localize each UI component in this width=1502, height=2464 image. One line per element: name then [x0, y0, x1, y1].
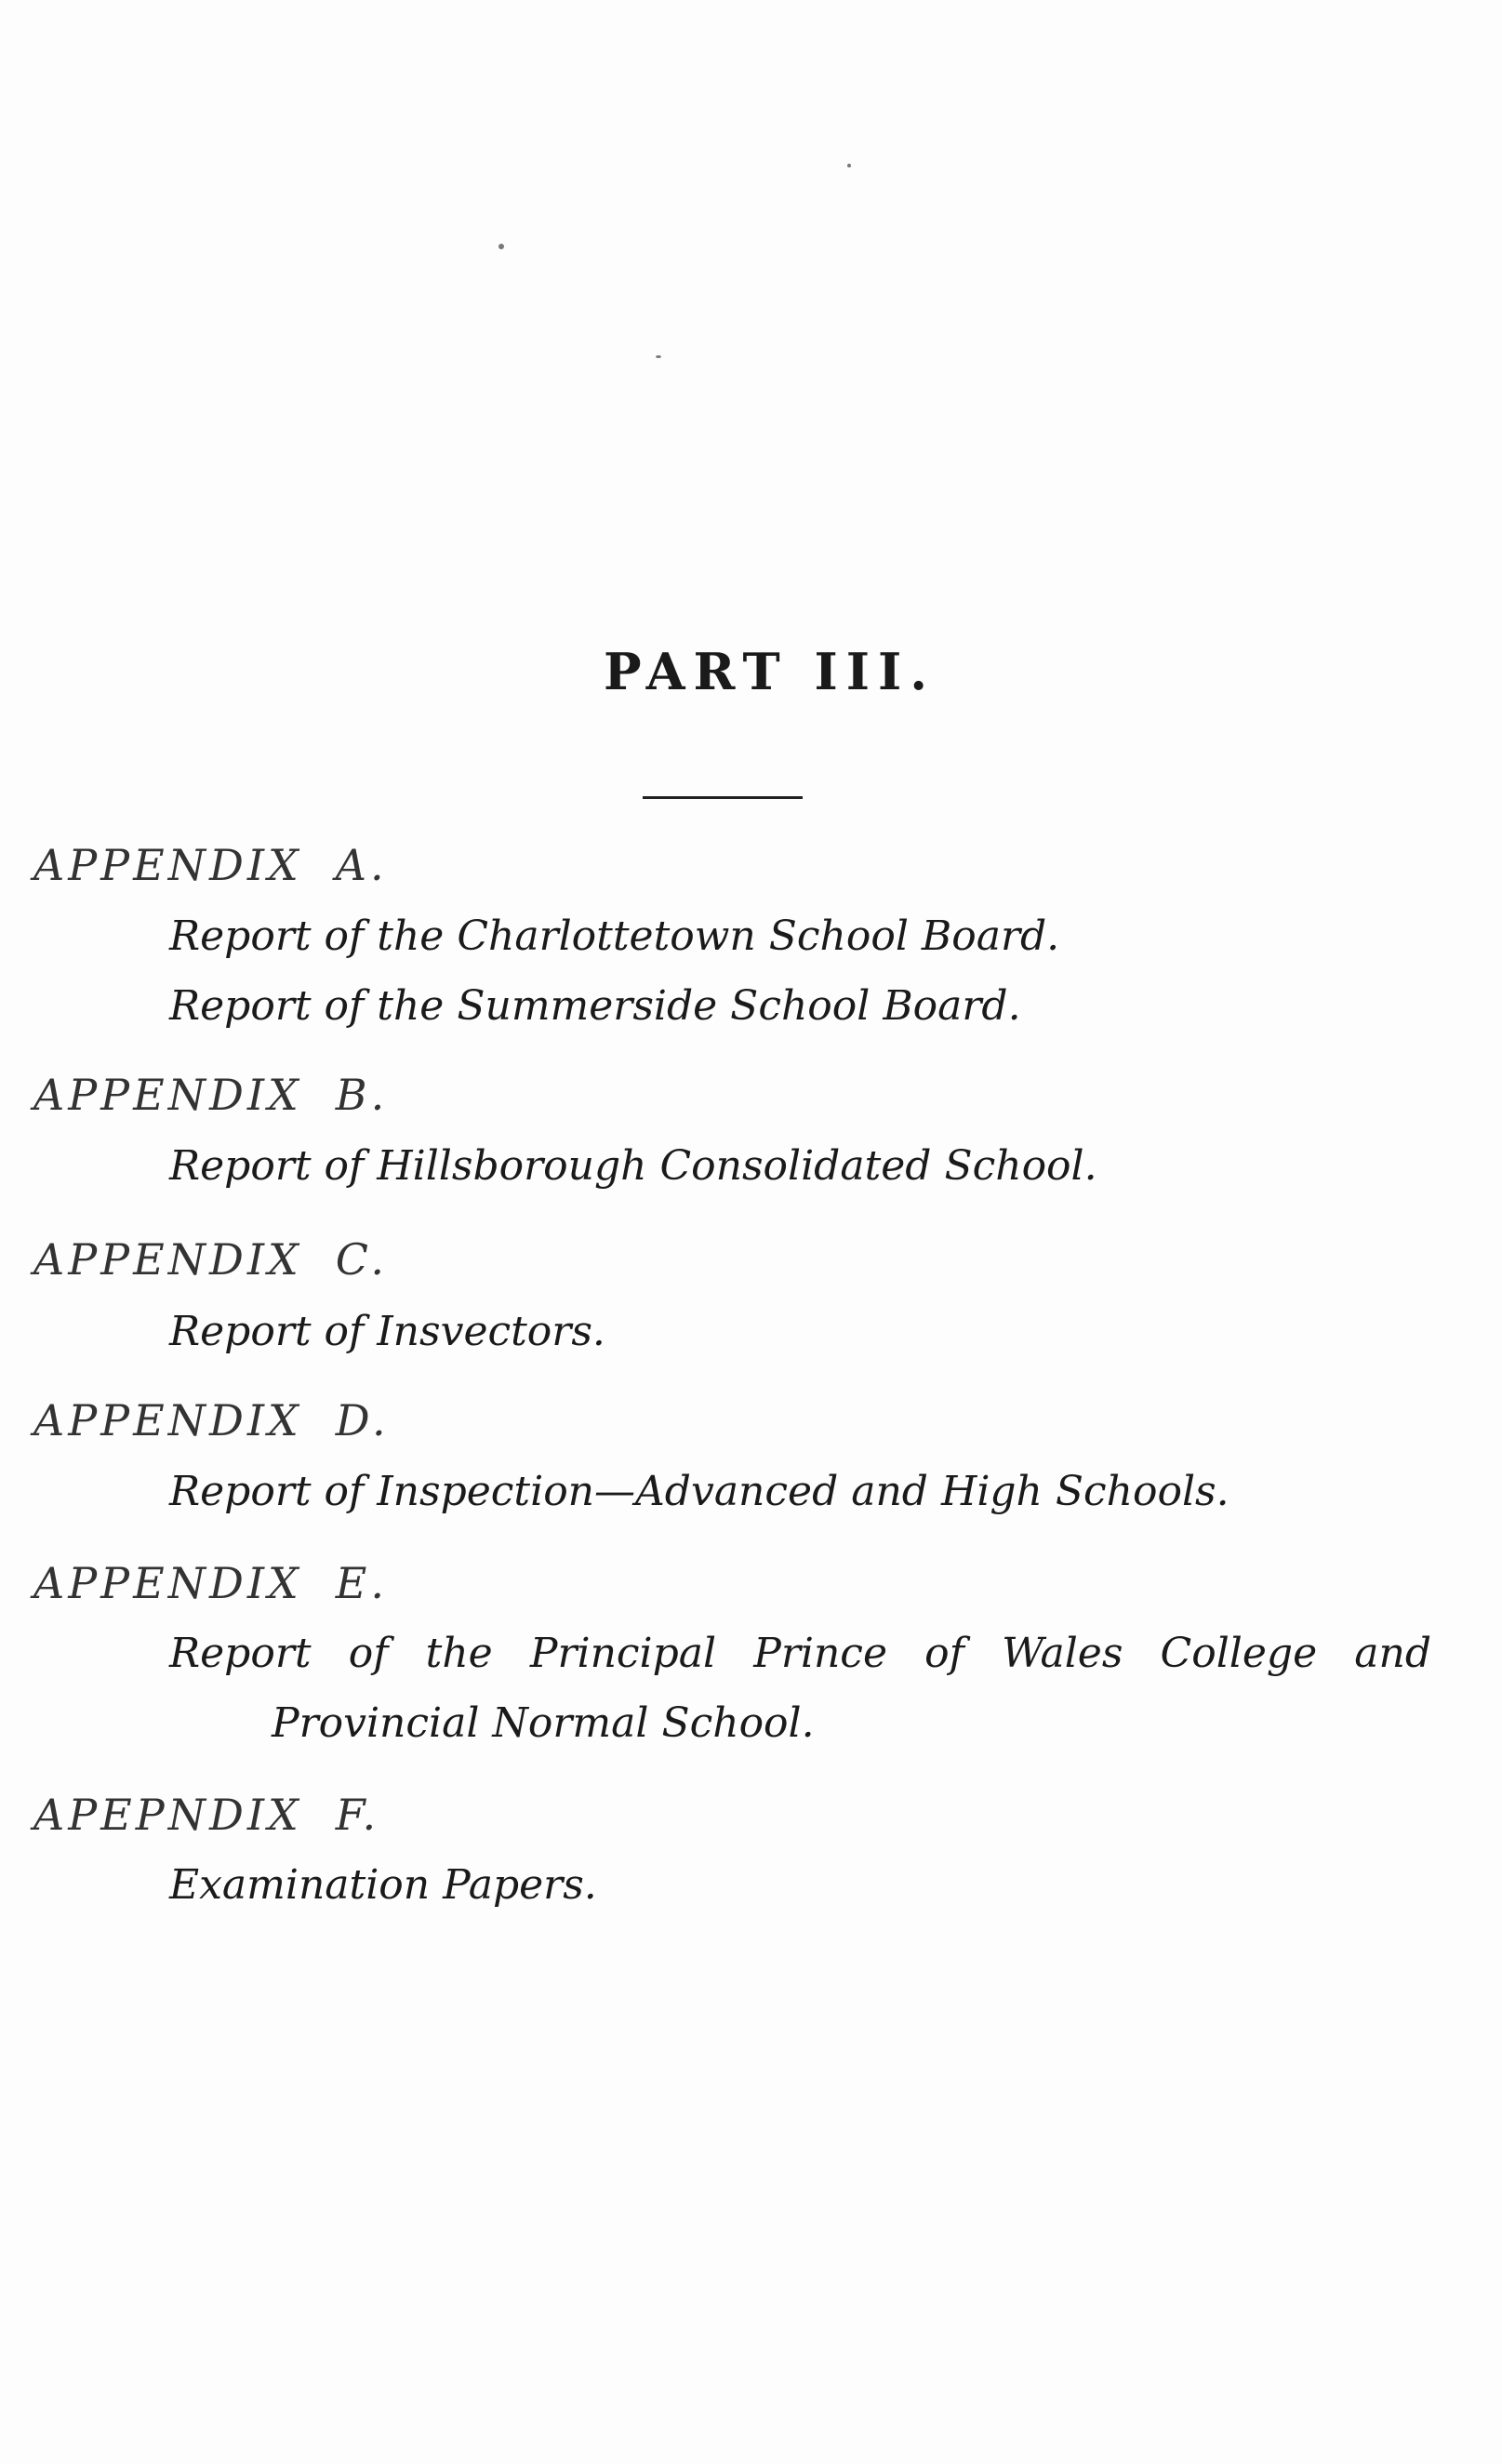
appendix-a-heading [33, 840, 388, 890]
appendix-c-heading [33, 1234, 388, 1285]
appendix-entry: Report of the Charlottetown School Board. [169, 912, 1060, 960]
appendix-label: APPENDIX [33, 1234, 302, 1285]
appendix-entry: Report of Insvectors. [169, 1308, 605, 1355]
appendix-letter: E. [335, 1558, 388, 1608]
appendix-letter: B. [335, 1070, 389, 1120]
appendix-label: APPENDIX [33, 1070, 302, 1120]
part-title: PART III. [603, 642, 937, 701]
appendix-letter: A. [335, 840, 388, 890]
appendix-entry: Report of Inspection—Advanced and High Schools. [169, 1468, 1230, 1515]
appendix-letter: D. [335, 1395, 390, 1445]
appendix-entry: Report of the Principal Prince of Wales College and [169, 1630, 1431, 1677]
appendix-d-heading [33, 1395, 390, 1445]
appendix-entry: Examination Papers. [169, 1861, 597, 1909]
appendix-letter: C. [335, 1234, 388, 1285]
appendix-entry: Provincial Normal School. [272, 1699, 815, 1747]
appendix-b-heading [33, 1070, 388, 1120]
appendix-e-heading [33, 1558, 388, 1608]
appendix-label: APEPNDIX [33, 1790, 302, 1840]
appendix-letter: F. [335, 1790, 380, 1840]
appendix-label: APPENDIX [33, 840, 302, 890]
appendix-entry: Report of Hillsborough Consolidated School. [169, 1142, 1097, 1190]
appendix-entry: Report of the Summerside School Board. [169, 982, 1021, 1030]
appendix-label: APPENDIX [33, 1395, 302, 1445]
appendix-f-heading [33, 1790, 379, 1840]
appendix-label: APPENDIX [33, 1558, 302, 1608]
